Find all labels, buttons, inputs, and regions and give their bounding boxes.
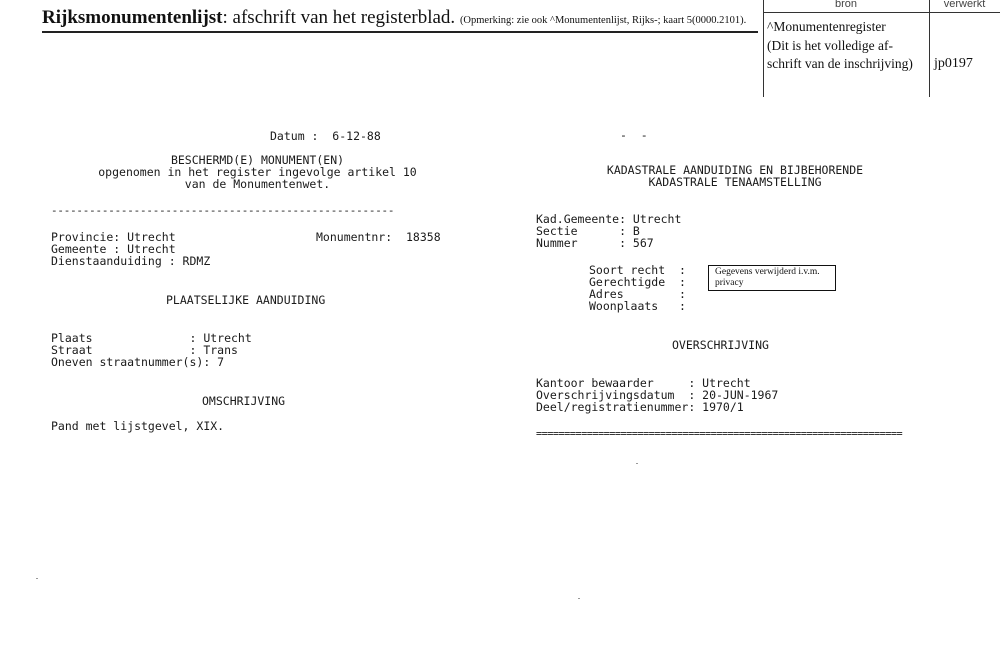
overschrijving-heading: OVERSCHRIJVING: [672, 338, 769, 352]
left-heading-line: BESCHERMD(E) MONUMENT(EN): [170, 153, 345, 167]
bron-line: ^Monumentenregister: [767, 19, 886, 34]
column-header-bron: bron: [834, 0, 858, 10]
kantoor-bewaarder: Kantoor bewaarder : Utrecht: [536, 376, 751, 390]
verwerkt-code: jp0197: [934, 56, 973, 71]
monumentnr: Monumentnr: 18358: [316, 230, 441, 244]
left-heading-line: van de Monumentenwet.: [184, 177, 331, 191]
header-rule: [42, 31, 758, 33]
dash-rule: ------------------------------------------------------: [51, 204, 395, 217]
column-header-verwerkt: verwerkt: [943, 0, 986, 10]
gerechtigde: Gerechtigde :: [589, 275, 686, 289]
gemeente: Gemeente : Utrecht: [51, 242, 176, 256]
overschrijvingsdatum: Overschrijvingsdatum : 20-JUN-1967: [536, 388, 779, 402]
scan-speck: [36, 578, 38, 579]
sectie: Sectie : B: [536, 224, 640, 238]
kadastrale-heading-line: KADASTRALE TENAAMSTELLING: [648, 175, 822, 189]
kad-gemeente: Kad.Gemeente: Utrecht: [536, 212, 682, 226]
source-table-header-rule: [763, 12, 1000, 13]
title-bold: Rijksmonumentenlijst: [42, 7, 223, 28]
source-table-column-divider: [929, 0, 930, 97]
source-table: [763, 0, 1000, 97]
oneven-straatnummers: Oneven straatnummer(s): 7: [51, 355, 225, 369]
datum-line: Datum : 6-12-88: [270, 129, 381, 143]
omschrijving-heading: OMSCHRIJVING: [202, 394, 286, 408]
plaats: Plaats : Utrecht: [51, 331, 252, 345]
scan-speck: [636, 463, 638, 464]
document-title: [42, 7, 746, 29]
adres: Adres :: [589, 287, 686, 301]
provincie: Provincie: Utrecht: [51, 230, 176, 244]
bron-line: (Dit is het volledige af-: [767, 38, 893, 53]
deel-registratienummer: Deel/registratienummer: 1970/1: [536, 400, 744, 414]
equals-rule: =================================================================: [536, 429, 903, 440]
nummer: Nummer : 567: [536, 236, 654, 250]
kadastrale-heading-line: KADASTRALE AANDUIDING EN BIJBEHORENDE: [606, 163, 864, 177]
bron-line: schrift van de inschrijving): [767, 56, 913, 71]
top-marks: - -: [620, 128, 648, 142]
source-table-left-border: [763, 0, 764, 97]
omschrijving-text: Pand met lijstgevel, XIX.: [51, 419, 225, 433]
straat: Straat : Trans: [51, 343, 238, 357]
privacy-redaction-note: Gegevens verwijderd i.v.m. privacy: [708, 265, 836, 291]
soort-recht: Soort recht :: [589, 263, 686, 277]
woonplaats: Woonplaats :: [589, 299, 686, 313]
plaatselijke-aanduiding-heading: PLAATSELIJKE AANDUIDING: [166, 293, 326, 307]
dienstaanduiding: Dienstaanduiding : RDMZ: [51, 254, 211, 268]
title-rest: : afschrift van het registerblad.: [222, 7, 456, 28]
scan-speck: [578, 598, 580, 599]
left-heading-line: opgenomen in het register ingevolge artikel 10: [98, 165, 417, 179]
title-note: (Opmerking: zie ook ^Monumentenlijst, Rijks-; kaart 5(0000.2101).: [459, 15, 747, 26]
